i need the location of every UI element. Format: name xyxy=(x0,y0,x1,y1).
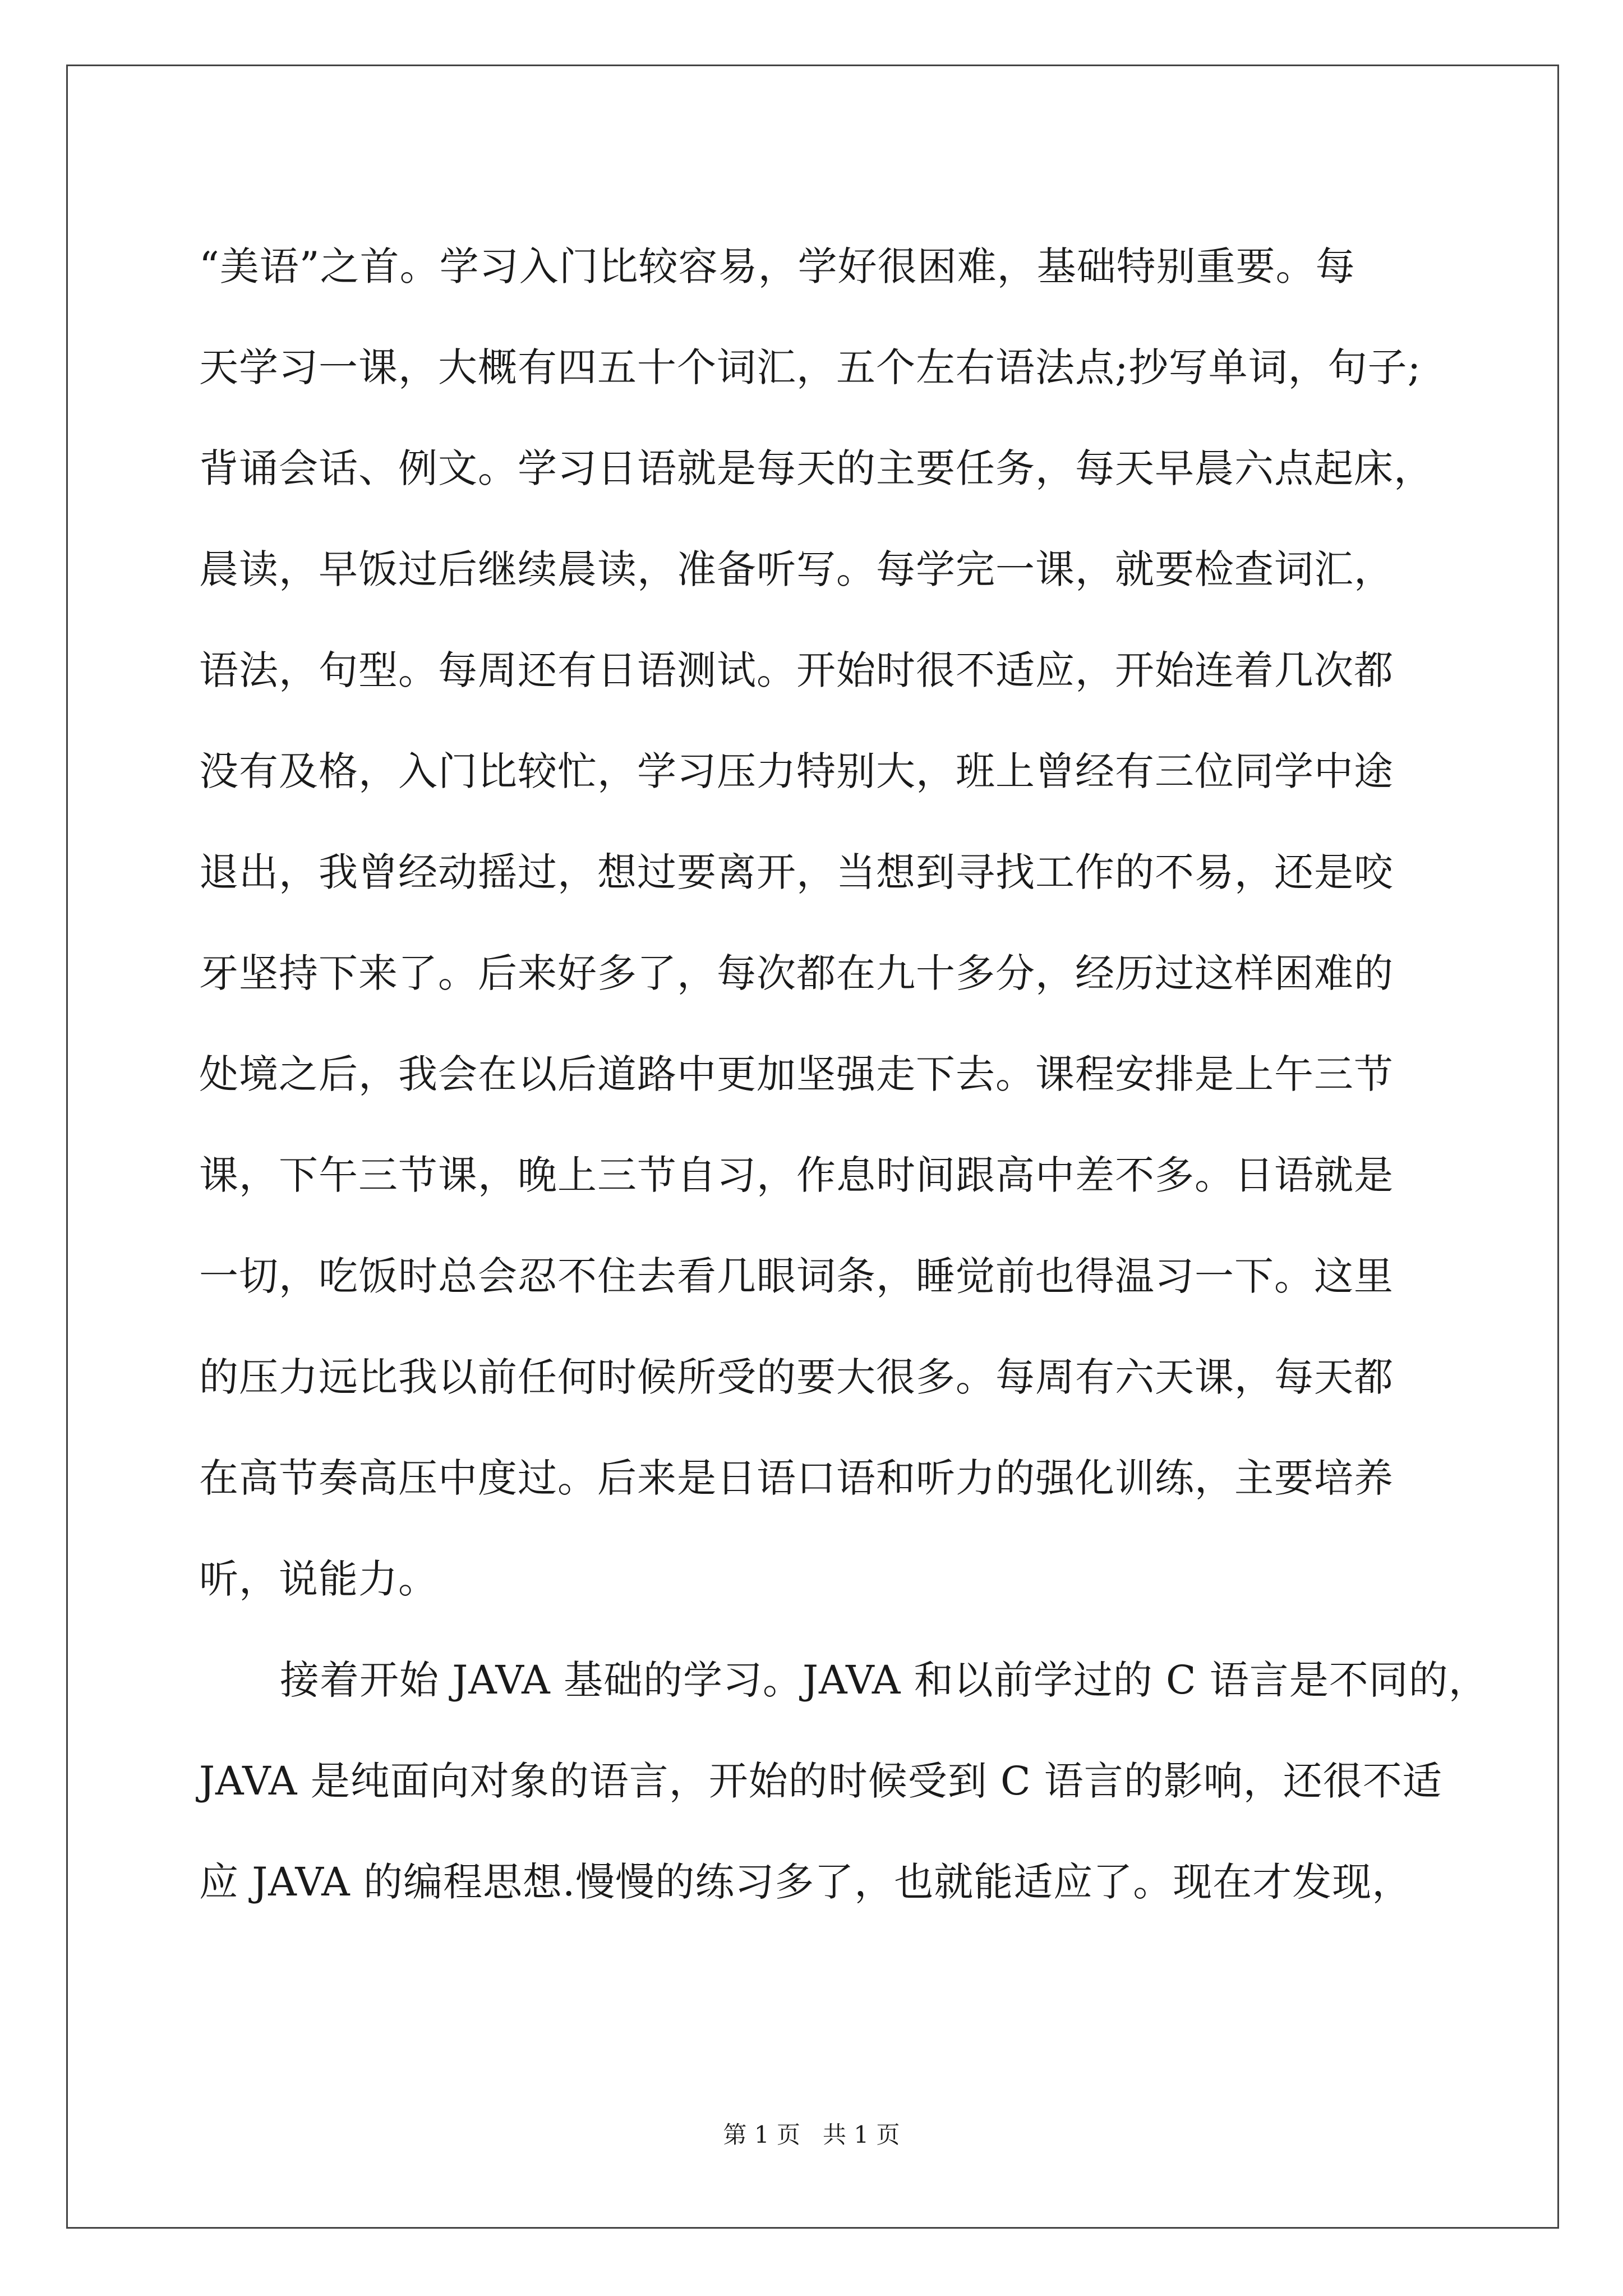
text-line: 语法，句型。每周还有日语测试。开始时很不适应，开始连着几次都 xyxy=(199,647,1394,693)
document-body xyxy=(199,216,1488,1932)
text-line: 没有及格，入门比较忙，学习压力特别大，班上曾经有三位同学中途 xyxy=(199,748,1394,794)
text-line: JAVA 是纯面向对象的语言，开始的时候受到 C 语言的影响，还很不适 xyxy=(199,1758,1442,1804)
text-line: 应 JAVA 的编程思想.慢慢的练习多了，也就能适应了。现在才发现， xyxy=(199,1859,1412,1905)
text-line: 牙坚持下来了。后来好多了，每次都在九十多分，经历过这样困难的 xyxy=(199,950,1394,996)
text-line: 晨读，早饭过后继续晨读，准备听写。每学完一课，就要检查词汇， xyxy=(199,546,1394,592)
text-line: 天学习一课，大概有四五十个词汇，五个左右语法点;抄写单词，句子; xyxy=(199,344,1422,390)
text-line: 课，下午三节课，晚上三节自习，作息时间跟高中差不多。日语就是 xyxy=(199,1152,1394,1198)
text-line: “美语”之首。学习入门比较容易，学好很困难，基础特别重要。每 xyxy=(199,243,1355,289)
paragraph-first-line: 接着开始 JAVA 基础的学习。JAVA 和以前学过的 C 语言是不同的， xyxy=(280,1657,1488,1703)
text-line: 的压力远比我以前任何时候所受的要大很多。每周有六天课，每天都 xyxy=(199,1354,1394,1400)
text-line: 听，说能力。 xyxy=(199,1556,438,1602)
text-line: 背诵会话、例文。学习日语就是每天的主要任务，每天早晨六点起床， xyxy=(199,445,1433,491)
text-line: 退出，我曾经动摇过，想过要离开，当想到寻找工作的不易，还是咬 xyxy=(199,849,1394,895)
page-number: 第 1 页 共 1 页 xyxy=(723,2121,900,2148)
text-line: 处境之后，我会在以后道路中更加坚强走下去。课程安排是上午三节 xyxy=(199,1051,1394,1097)
text-line: 一切，吃饭时总会忍不住去看几眼词条，睡觉前也得温习一下。这里 xyxy=(199,1253,1394,1299)
text-line: 在高节奏高压中度过。后来是日语口语和听力的强化训练，主要培养 xyxy=(199,1455,1394,1501)
